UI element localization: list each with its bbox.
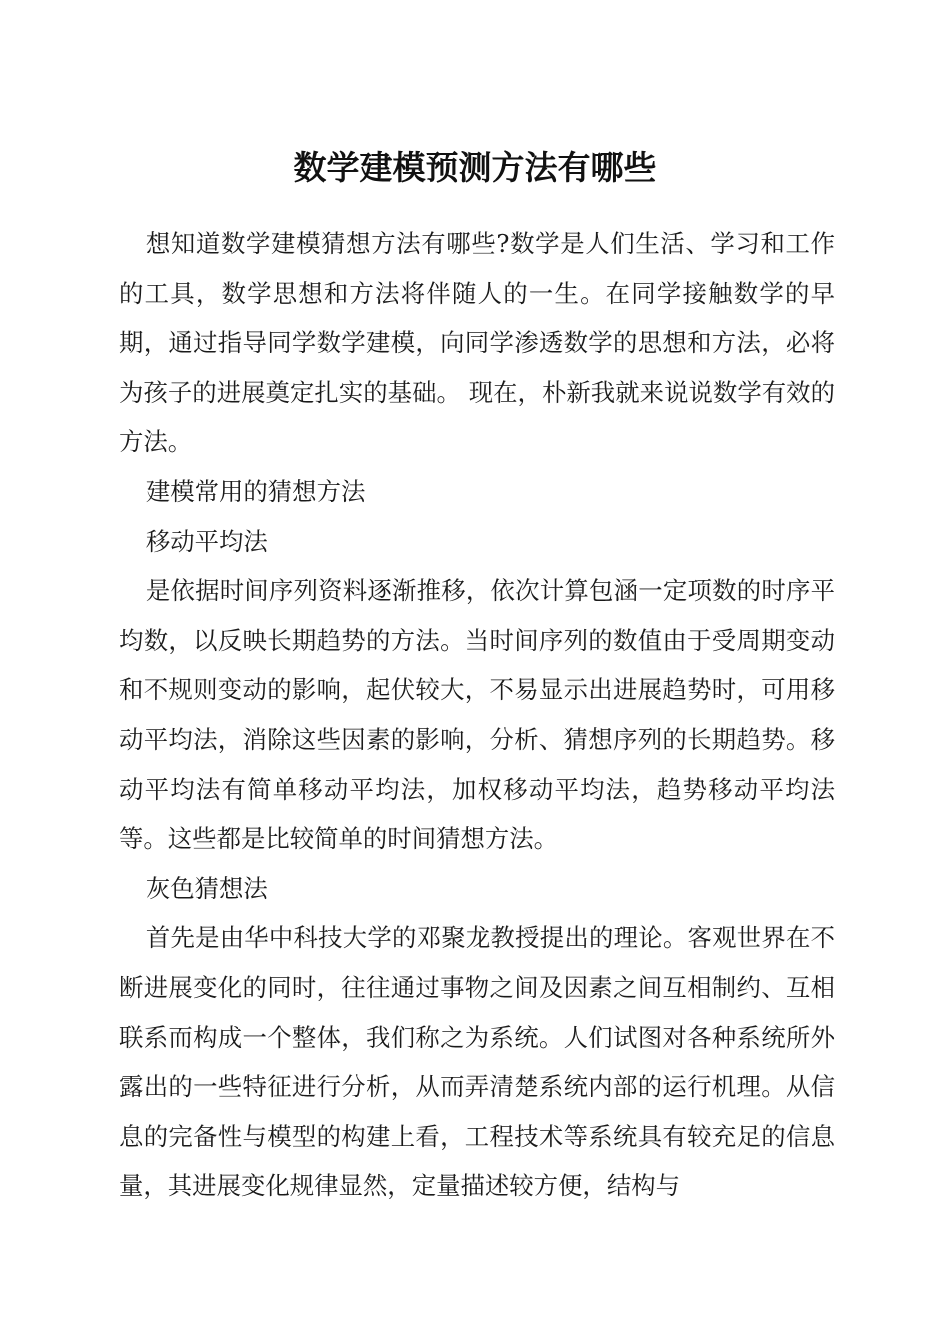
paragraph-intro: 想知道数学建模猜想方法有哪些?数学是人们生活、学习和工作的工具，数学思想和方法将伴随人的一生。在同学接触数学的早期，通过指导同学数学建模，向同学渗透数学的思想和方法，必将为孩子的进展奠定扎实的基础。 现在，朴新我就来说说数学有效的方法。 [119,229,835,457]
document-body [119,219,835,1211]
section-heading-moving-average: 移动平均法 [145,526,268,556]
section-heading-common-methods: 建模常用的猜想方法 [145,476,366,506]
paragraph-grey-prediction: 首先是由华中科技大学的邓聚龙教授提出的理论。客观世界在不断进展变化的同时，往往通过事物之间及因素之间互相制约、互相联系而构成一个整体，我们称之为系统。人们试图对各种系统所外露出的一些特征进行分析，从而弄清楚系统内部的运行机理。从信息的完备性与模型的构建上看，工程技术等系统具有较充足的信息量，其进展变化规律显然，定量描述较方便，结构与 [119,923,835,1201]
paragraph-moving-average: 是依据时间序列资料逐渐推移，依次计算包涵一定项数的时序平均数，以反映长期趋势的方法。当时间序列的数值由于受周期变动和不规则变动的影响，起伏较大，不易显示出进展趋势时，可用移动平均法，消除这些因素的影响，分析、猜想序列的长期趋势。移动平均法有简单移动平均法，加权移动平均法，趋势移动平均法等。这些都是比较简单的时间猜想方法。 [119,576,835,854]
document-title: 数学建模预测方法有哪些 [293,148,657,187]
section-heading-grey-prediction: 灰色猜想法 [145,873,268,903]
